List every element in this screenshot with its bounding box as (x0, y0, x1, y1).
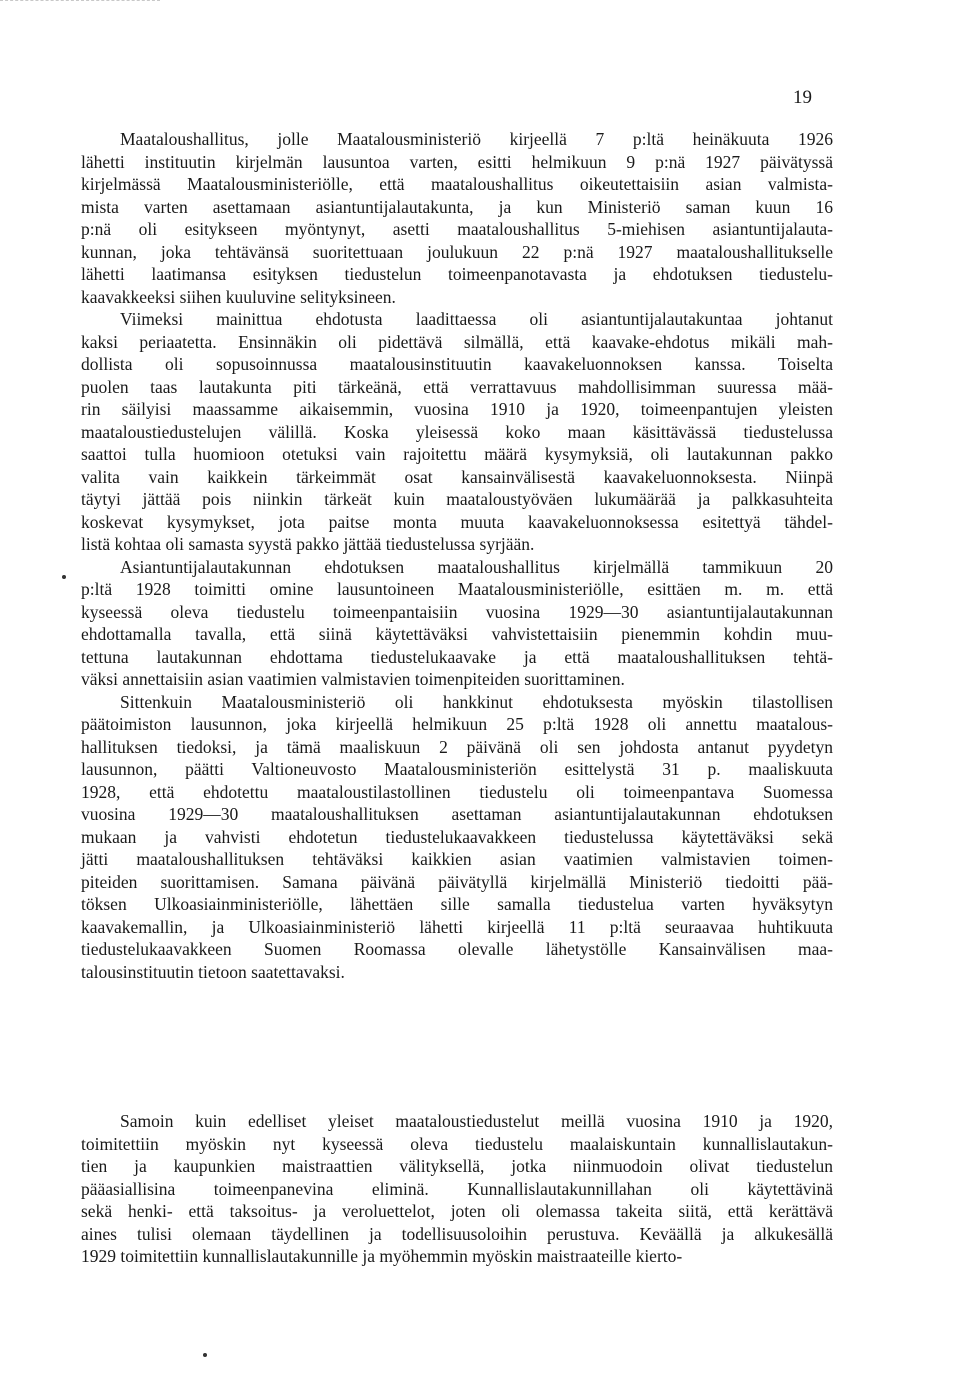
paragraph (81, 128, 833, 308)
text-line: maataloustiedustelujen välillä. Koska yleisessä koko maan käsittävässä tiedustelussa (81, 421, 833, 442)
text-line: puolen taas lautakunta piti tärkeänä, että verrattavuus mahdollisimman suuressa mää- (81, 376, 833, 397)
text-line: kunnan, joka tehtävänsä suoritettuaan joulukuun 22 p:nä 1927 maataloushallitukselle (81, 241, 833, 262)
text-line: aines tulisi olemaan täydellinen ja todellisuusoloihin perustuva. Keväällä ja alkukesällä (81, 1223, 833, 1244)
text-line: toimitettiin myöskin nyt kyseessä oleva tiedustelu maalaiskuntain kunnallislautakun- (81, 1133, 833, 1154)
paragraph (81, 691, 833, 984)
text-line: tiedustelukaavakkeen Suomen Roomassa olevalle lähetystölle Kansainvälisen maa- (81, 939, 833, 959)
text-line: Viimeksi mainittua ehdotusta laadittaessa oli asiantuntijalautakuntaa johtanut (120, 309, 833, 329)
text-line: kyseessä oleva tiedustelu toimeenpantaisiin vuosina 1929—30 asiantuntijalautakunnan (81, 601, 833, 622)
text-line: Sittenkuin Maatalousministeriö oli hankkinut ehdotuksesta myöskin tilastollisen (120, 691, 833, 712)
text-line: koskevat kysymykset, jota paitse monta muuta kaavakeluonnoksessa esitettyä tähdel- (81, 511, 833, 532)
text-line: sekä henki- että taksoitus- ja veroluettelot, joten oli olemassa takeita siitä, että kerättävä (81, 1201, 833, 1221)
text-line: Samoin kuin edelliset yleiset maataloustiedustelut meillä vuosina 1910 ja 1920, (120, 1111, 833, 1131)
text-line: p:nä oli esitykseen myöntynyt, asetti maataloushallitus 5-miehisen asiantuntijalauta- (81, 219, 833, 239)
scan-edge-mark (0, 0, 160, 4)
text-line: ehdottamalla tavalla, että siinä käytettäväksi vahvistettaisiin pienemmin kohdin muu- (81, 624, 833, 644)
text-line: p:ltä 1928 toimitti omine lausuntoineen Maatalousministeriölle, esittäen m. m. että (81, 579, 833, 599)
text-line: töksen Ulkoasiainministeriölle, lähettäen sille samalla tiedustelua varten hyväksytyn (81, 894, 833, 914)
page-number: 19 (793, 87, 812, 108)
text-line: piteiden suorittamisen. Samana päivänä päivätyllä kirjelmällä Ministeriö tiedoitti pää- (81, 871, 833, 892)
margin-dot (62, 575, 66, 579)
text-line: 1928, että ehdotettu maataloustilastollinen tiedustelu oli toimeenpantava Suomessa (81, 781, 833, 802)
text-line: jätti maataloushallituksen tehtäväksi kaikkien asian vaatimien valmistavien toimen- (81, 849, 833, 869)
text-line: kaavakemallin, ja Ulkoasiainministeriö lähetti kirjeellä 11 p:ltä seuraavaa huhtikuuta (81, 916, 833, 937)
paragraph (81, 556, 833, 691)
text-line: lausunnon, päätti Valtioneuvosto Maatalousministeriön esittelystä 31 p. maaliskuuta (81, 759, 833, 779)
margin-dot (203, 1353, 207, 1357)
text-line: kaksi periaatetta. Ensinnäkin oli pidettävä silmällä, että kaavake-ehdotus mikäli mah- (81, 331, 833, 352)
text-line: mukaan ja vahvisti ehdotetun tiedustelukaavakkeen tiedustelussa käytettäväksi sekä (81, 826, 833, 847)
text-line: lähetti instituutin kirjelmän lausuntoa varten, esitti helmikuun 9 p:nä 1927 päivätyssä (81, 151, 833, 172)
text-line: rin säilyisi maassamme aikaisemmin, vuosina 1910 ja 1920, toimeenpantujen yleisten (81, 399, 833, 419)
text-line: saattoi tulla huomioon otetuksi vain rajoitettu määrä kysymyksiä, oli lautakunnan pakko (81, 444, 833, 464)
main-text-block (81, 128, 833, 983)
text-line: päätoimiston lausunnon, joka kirjeellä helmikuun 25 p:ltä 1928 oli annettu maatalous- (81, 714, 833, 734)
text-line: väksi annettaisiin asian vaatimien valmistavien toimenpiteiden suorittaminen. (81, 669, 625, 689)
text-line: talousinstituutin tietoon saatettavaksi. (81, 961, 345, 982)
text-line: lähetti laatimansa esityksen tiedustelun toimeenpanotavasta ja ehdotuksen tiedustelu- (81, 264, 833, 284)
text-line: Maataloushallitus, jolle Maatalousministeriö kirjeellä 7 p:ltä heinäkuuta 1926 (120, 129, 833, 149)
text-line: vuosina 1929—30 maataloushallituksen asettaman asiantuntijalautakunnan ehdotuksen (81, 804, 833, 824)
text-line: hallituksen tiedoksi, ja tämä maaliskuun 2 päivänä oli sen johdosta antanut pyydetyn (81, 736, 833, 757)
second-text-block (81, 1110, 833, 1268)
text-line: pääasiallisina toimeenpanevina eliminä. Kunnallislautakunnillahan oli käytettävinä (81, 1178, 833, 1199)
text-line: valita vain kaikkein tärkeimmät osat kansainvälisestä kaavakeluonnoksesta. Niinpä (81, 466, 833, 487)
text-line: kirjelmässä Maatalousministeriölle, että maataloushallitus oikeutettaisiin asian valmista- (81, 174, 833, 194)
paragraph (81, 1110, 833, 1268)
paragraph (81, 308, 833, 556)
text-line: mista varten asettamaan asiantuntijalautakunta, ja kun Ministeriö saman kuun 16 (81, 196, 833, 217)
text-line: täytyi jättää pois niinkin tärkeät kuin maataloustyöväen lukumäärää ja palkkasuhteita (81, 489, 833, 509)
text-line: Asiantuntijalautakunnan ehdotuksen maataloushallitus kirjelmällä tammikuun 20 (120, 556, 833, 577)
text-line: tettuna lautakunnan ehdottama tiedustelukaavake ja että maataloushallituksen tehtä- (81, 646, 833, 667)
text-line: tien ja kaupunkien maistraattien välityksellä, jotka niinmuodoin olivat tiedustelun (81, 1156, 833, 1176)
text-line: dollista oli sopusoinnussa maatalousinstituutin kaavakeluonnoksen kanssa. Toiselta (81, 354, 833, 374)
text-line: listä kohtaa oli samasta syystä pakko jättää tiedustelussa syrjään. (81, 534, 535, 554)
text-line: kaavakkeeksi siihen kuuluvine selityksineen. (81, 286, 396, 307)
text-line: 1929 toimitettiin kunnallislautakunnille ja myöhemmin myöskin maistraateille kierto- (81, 1246, 683, 1266)
